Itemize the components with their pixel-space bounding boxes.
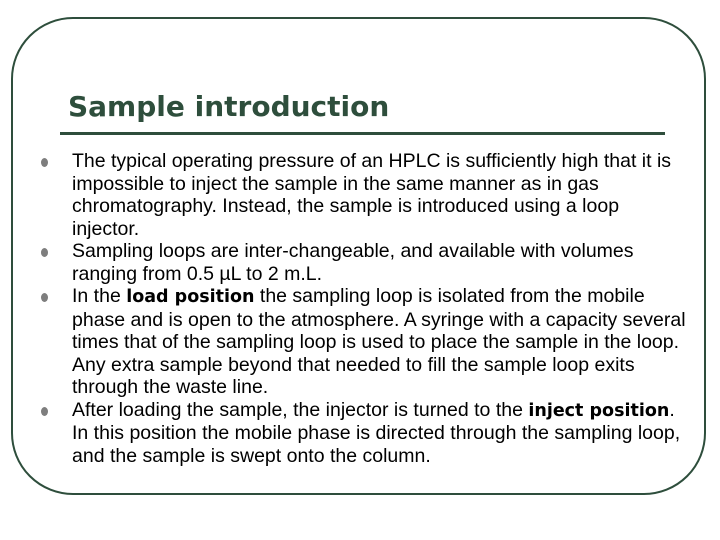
bullet-item [41,240,689,285]
bullet-marker-icon [41,248,48,257]
title-underline [60,132,665,135]
bullet-text-before: After loading the sample, the injector is turned to the [72,398,529,421]
bullet-list [41,150,689,467]
bullet-text-after: the sampling loop is isolated from the mobile phase and is open to the atmosphere. A syringe with a capacity several times that of the sampling loop is used to place the sample in the loop. Any extra sample beyond that needed to fill the sample loop exits through the waste line. [72,285,686,398]
bullet-keyword: inject position [528,400,670,421]
bullet-marker-icon [41,158,48,167]
bullet-marker-icon [41,407,48,416]
bullet-keyword: load position [126,287,255,307]
bullet-text-after: . In this position the mobile phase is directed through the sampling loop, and the sample is swept onto the column. [72,398,681,467]
bullet-text-before: In the [72,285,127,307]
bullet-text: Sampling loops are inter-changeable, and available with volumes ranging from 0.5 µL to 2 m.L. [72,240,634,285]
bullet-marker-icon [41,293,48,302]
bullet-item [41,399,689,468]
bullet-item [41,150,689,240]
bullet-text: The typical operating pressure of an HPLC is sufficiently high that it is impossible to inject the sample in the same manner as in gas chromatography. Instead, the sample is introduced using a loop injector. [72,150,672,240]
bullet-item [41,285,689,399]
slide-title: Sample introduction [68,90,390,123]
